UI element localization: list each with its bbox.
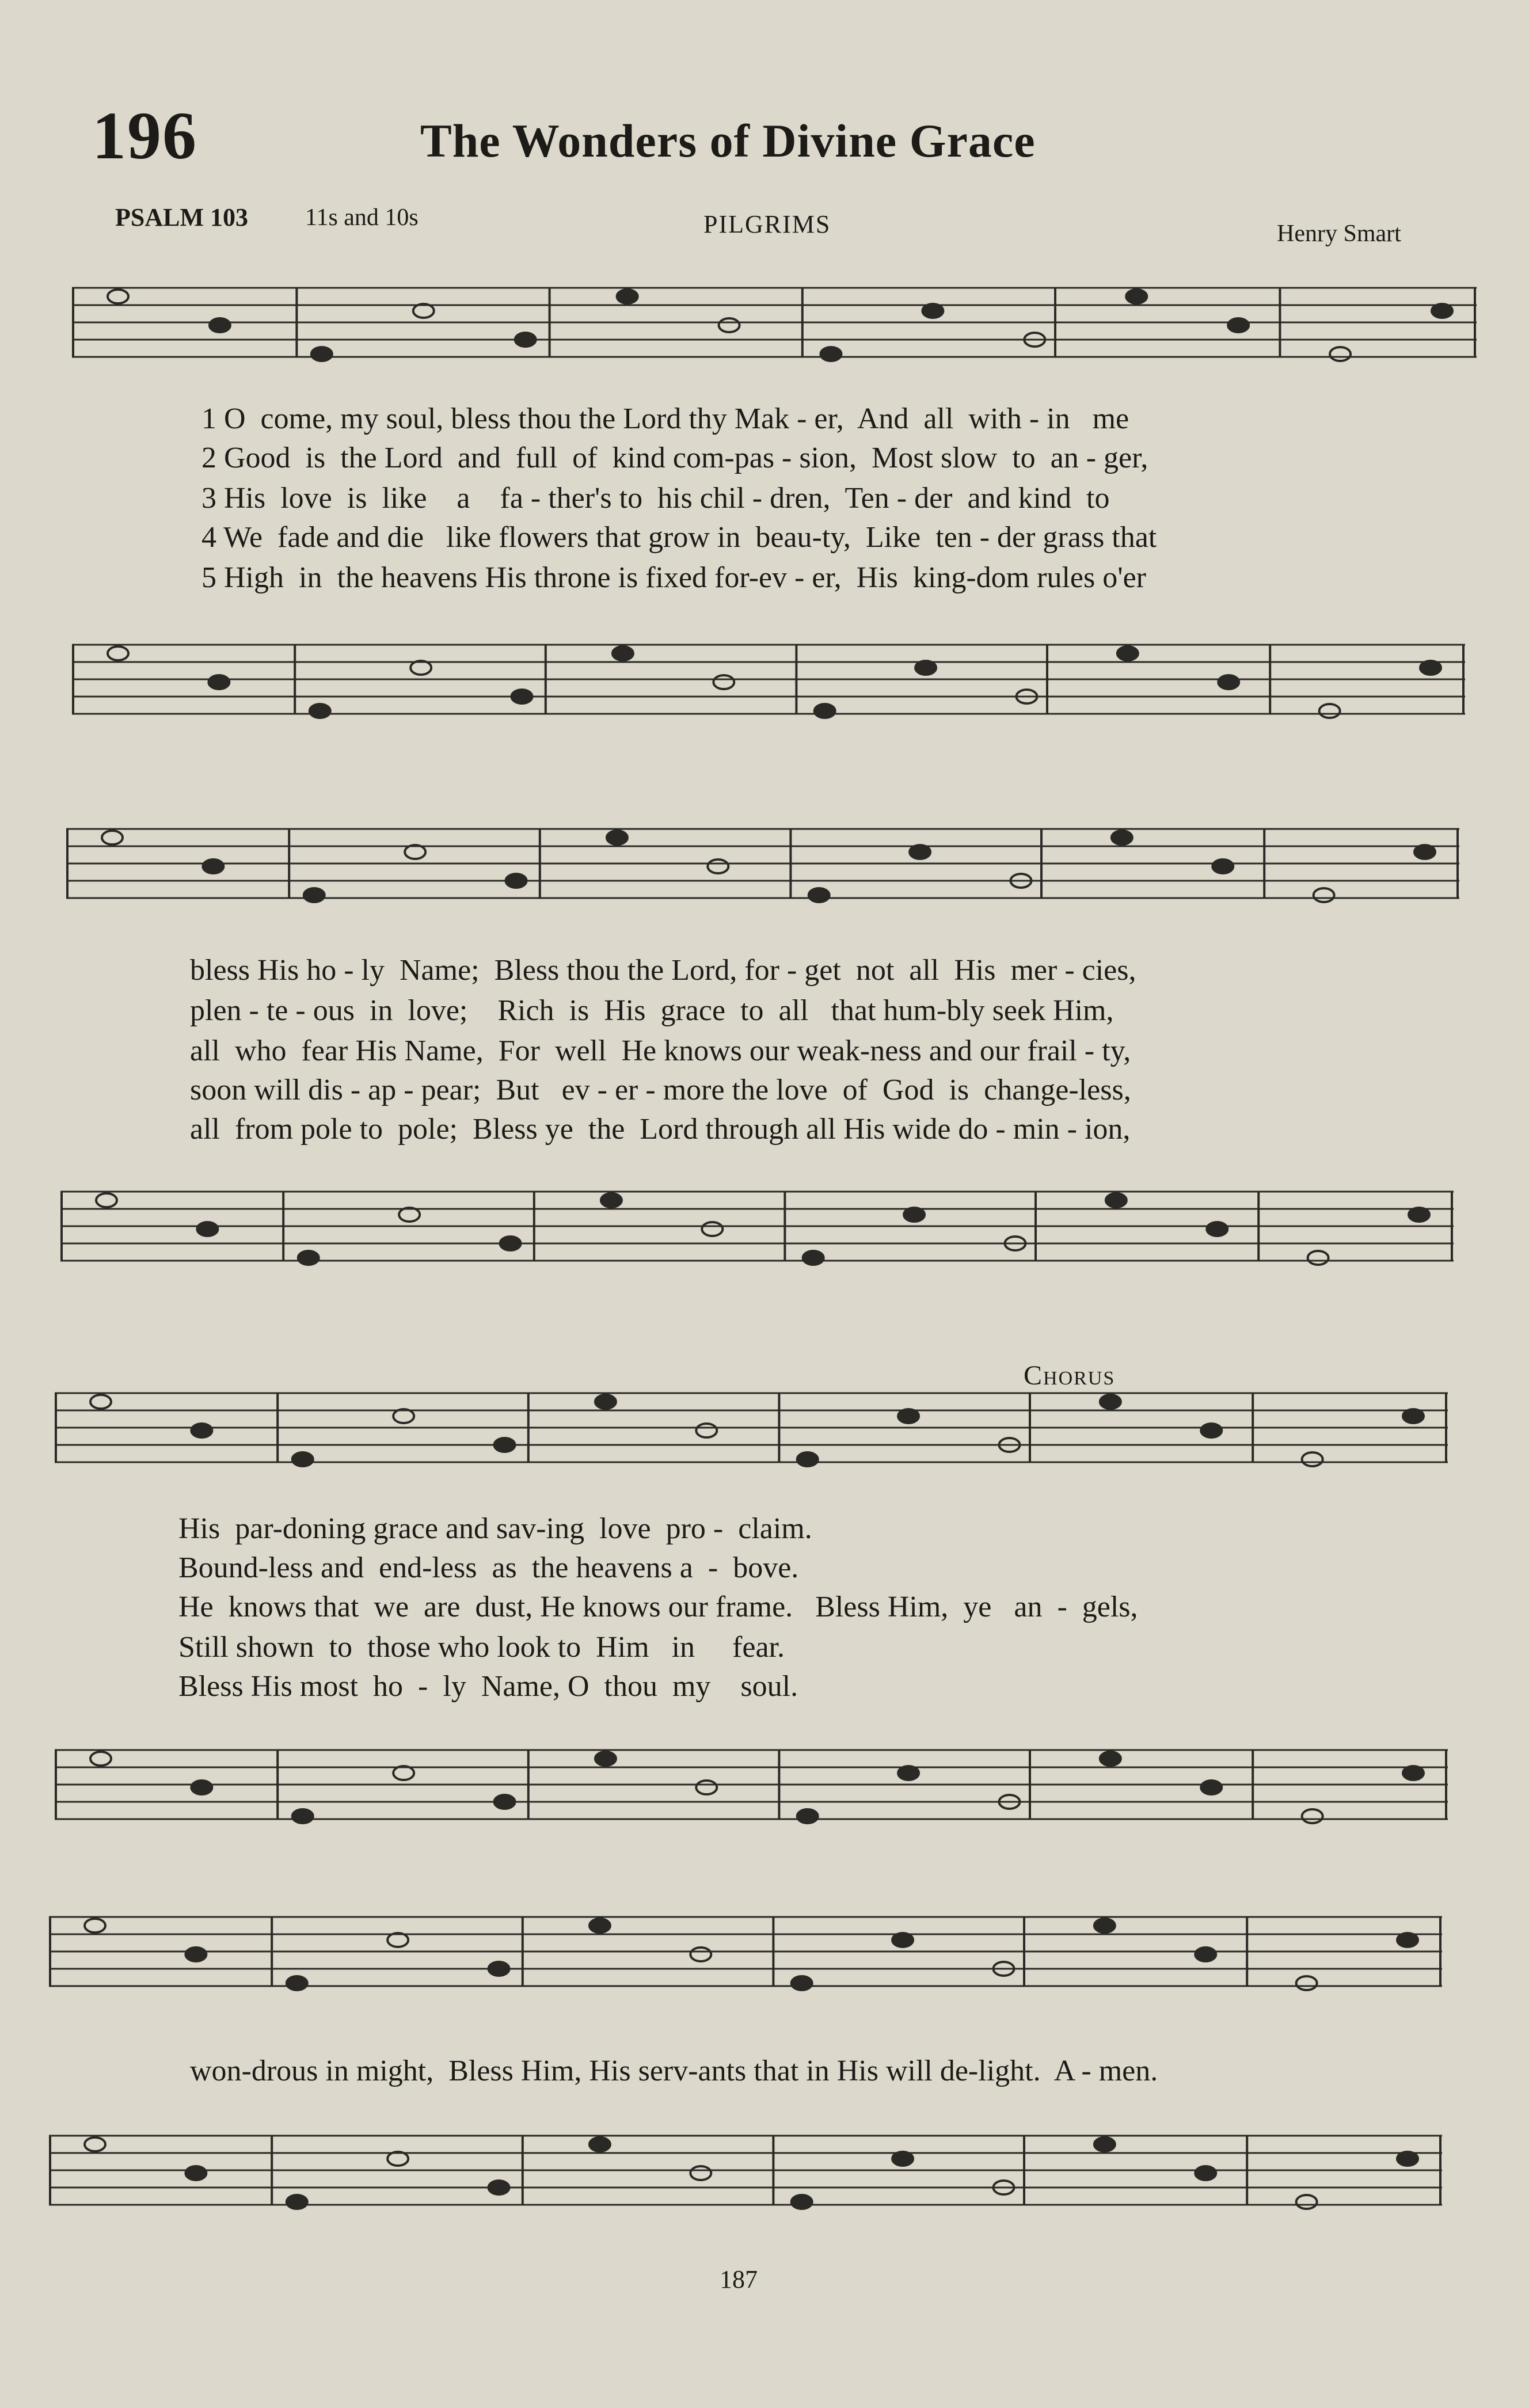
verse-5-line: 5 High in the heavens His throne is fixed for-ev - er, His king-dom rules o'er	[201, 561, 1146, 594]
bass-staff-2	[60, 1180, 1454, 1278]
notehead	[1302, 1452, 1323, 1466]
notehead	[1403, 1409, 1424, 1423]
notehead	[185, 2166, 206, 2180]
notehead	[387, 1933, 408, 1947]
notehead	[809, 888, 830, 902]
verse-5-line: Bless His most ho - ly Name, O thou my soul.	[178, 1670, 798, 1703]
notehead	[387, 2152, 408, 2166]
notehead	[589, 1919, 610, 1933]
notehead	[304, 888, 325, 902]
notehead	[690, 1947, 711, 1961]
notehead	[1397, 1933, 1418, 1947]
notehead	[399, 1208, 420, 1222]
bass-staff-3	[55, 1739, 1448, 1836]
notehead	[1420, 661, 1441, 675]
notehead	[1302, 1809, 1323, 1823]
verse-3-line: 3 His love is like a fa - ther's to his chil - dren, Ten - der and kind to	[201, 482, 1110, 515]
bass-staff-4	[49, 2124, 1442, 2222]
notehead	[792, 1976, 812, 1990]
notehead	[1094, 1919, 1115, 1933]
notehead	[287, 1976, 307, 1990]
notehead	[1201, 1424, 1222, 1437]
notehead	[792, 2195, 812, 2209]
meter: 11s and 10s	[305, 204, 419, 231]
notehead	[702, 1222, 722, 1236]
notehead	[298, 1251, 319, 1265]
notehead	[898, 1766, 919, 1780]
notehead	[922, 304, 943, 318]
notehead	[713, 675, 734, 689]
hymn-title: The Wonders of Divine Grace	[420, 115, 1036, 167]
notehead	[96, 1193, 117, 1207]
bass-staff-1	[72, 633, 1465, 731]
notehead	[1432, 304, 1452, 318]
verse-2-line: Bound-less and end-less as the heavens a - bove.	[178, 1551, 799, 1584]
notehead	[489, 1962, 509, 1976]
verse-4-line: Still shown to those who look to Him in fear.	[178, 1631, 785, 1664]
treble-staff-3	[55, 1382, 1448, 1479]
notehead	[292, 1809, 313, 1823]
notehead	[613, 646, 633, 660]
notehead	[495, 1795, 515, 1809]
tune-name: PILGRIMS	[703, 210, 831, 238]
verse-5-line: all from pole to pole; Bless ye the Lord through all His wide do - min - ion,	[190, 1113, 1131, 1146]
notehead	[515, 333, 536, 347]
notehead	[1100, 1395, 1121, 1409]
notehead	[191, 1781, 212, 1794]
notehead	[393, 1409, 414, 1423]
composer: Henry Smart	[1277, 220, 1401, 247]
notehead	[898, 1409, 919, 1423]
treble-staff-2	[66, 817, 1459, 915]
notehead	[85, 2137, 105, 2151]
notehead	[696, 1424, 717, 1437]
notehead	[595, 1395, 616, 1409]
notehead	[90, 1752, 111, 1766]
notehead	[797, 1452, 818, 1466]
treble-staff-1	[72, 276, 1477, 374]
notehead	[1414, 845, 1435, 859]
notehead	[500, 1237, 521, 1250]
hymn-number: 196	[92, 98, 197, 173]
notehead	[405, 845, 425, 859]
notehead	[292, 1452, 313, 1466]
notehead	[185, 1947, 206, 1961]
notehead	[1296, 1976, 1317, 1990]
notehead	[1409, 1208, 1429, 1222]
notehead	[595, 1752, 616, 1766]
verse-4-line: soon will dis - ap - pear; But ev - er - more the love of God is change-less,	[190, 1074, 1131, 1106]
notehead	[1397, 2152, 1418, 2166]
notehead	[410, 661, 431, 675]
notehead	[1308, 1251, 1329, 1265]
notehead	[108, 646, 128, 660]
chorus-label: Chorus	[1024, 1360, 1116, 1391]
notehead	[915, 661, 936, 675]
lyric-line: won-drous in might, Bless Him, His serv-ants that in His will de-light. A - men.	[190, 2055, 1158, 2087]
notehead	[108, 290, 128, 303]
notehead	[904, 1208, 925, 1222]
verse-1-line: 1 O come, my soul, bless thou the Lord thy Mak - er, And all with - in me	[201, 402, 1129, 435]
notehead	[1228, 318, 1249, 332]
notehead	[1195, 2166, 1216, 2180]
verse-3-line: He knows that we are dust, He knows our frame. Bless Him, ye an - gels,	[178, 1591, 1138, 1623]
notehead	[197, 1222, 218, 1236]
verse-4-line: 4 We fade and die like flowers that grow in beau-ty, Like ten - der grass that	[201, 521, 1157, 554]
notehead	[690, 2166, 711, 2180]
notehead	[413, 304, 434, 318]
notehead	[102, 831, 123, 844]
notehead	[1201, 1781, 1222, 1794]
notehead	[1314, 888, 1334, 902]
notehead	[892, 2152, 913, 2166]
notehead	[1195, 1947, 1216, 1961]
notehead	[820, 347, 841, 361]
notehead	[719, 318, 740, 332]
notehead	[1207, 1222, 1227, 1236]
notehead	[797, 1809, 818, 1823]
notehead	[617, 290, 638, 303]
notehead	[85, 1919, 105, 1933]
notehead	[208, 675, 229, 689]
notehead	[310, 704, 330, 718]
notehead	[495, 1438, 515, 1452]
psalm-reference: PSALM 103	[115, 203, 248, 231]
notehead	[512, 690, 533, 703]
verse-1-line: His par-doning grace and sav-ing love pro - claim.	[178, 1512, 812, 1545]
notehead	[1117, 646, 1138, 660]
notehead	[210, 318, 230, 332]
notehead	[311, 347, 332, 361]
notehead	[1100, 1752, 1121, 1766]
notehead	[910, 845, 930, 859]
notehead	[191, 1424, 212, 1437]
notehead	[601, 1193, 622, 1207]
notehead	[90, 1395, 111, 1409]
notehead	[815, 704, 835, 718]
notehead	[1403, 1766, 1424, 1780]
notehead	[1126, 290, 1147, 303]
notehead	[1094, 2137, 1115, 2151]
notehead	[393, 1766, 414, 1780]
notehead	[287, 2195, 307, 2209]
verse-2-line: 2 Good is the Lord and full of kind com-pas - sion, Most slow to an - ger,	[201, 442, 1148, 474]
notehead	[1106, 1193, 1127, 1207]
treble-staff-4	[49, 1905, 1442, 2003]
notehead	[708, 859, 728, 873]
verse-2-line: plen - te - ous in love; Rich is His grace to all that hum-bly seek Him,	[190, 994, 1114, 1027]
notehead	[1112, 831, 1132, 844]
notehead	[607, 831, 627, 844]
notehead	[696, 1781, 717, 1794]
page-number: 187	[720, 2265, 758, 2293]
notehead	[1330, 347, 1351, 361]
verse-1-line: bless His ho - ly Name; Bless thou the Lord, for - get not all His mer - cies,	[190, 954, 1136, 987]
notehead	[892, 1933, 913, 1947]
verse-3-line: all who fear His Name, For well He knows our weak-ness and our frail - ty,	[190, 1034, 1131, 1067]
notehead	[1296, 2195, 1317, 2209]
notehead	[1212, 859, 1233, 873]
notehead	[203, 859, 223, 873]
notehead	[1319, 704, 1340, 718]
notehead	[1218, 675, 1239, 689]
notehead	[589, 2137, 610, 2151]
notehead	[803, 1251, 824, 1265]
notehead	[506, 874, 527, 888]
notehead	[489, 2181, 509, 2194]
